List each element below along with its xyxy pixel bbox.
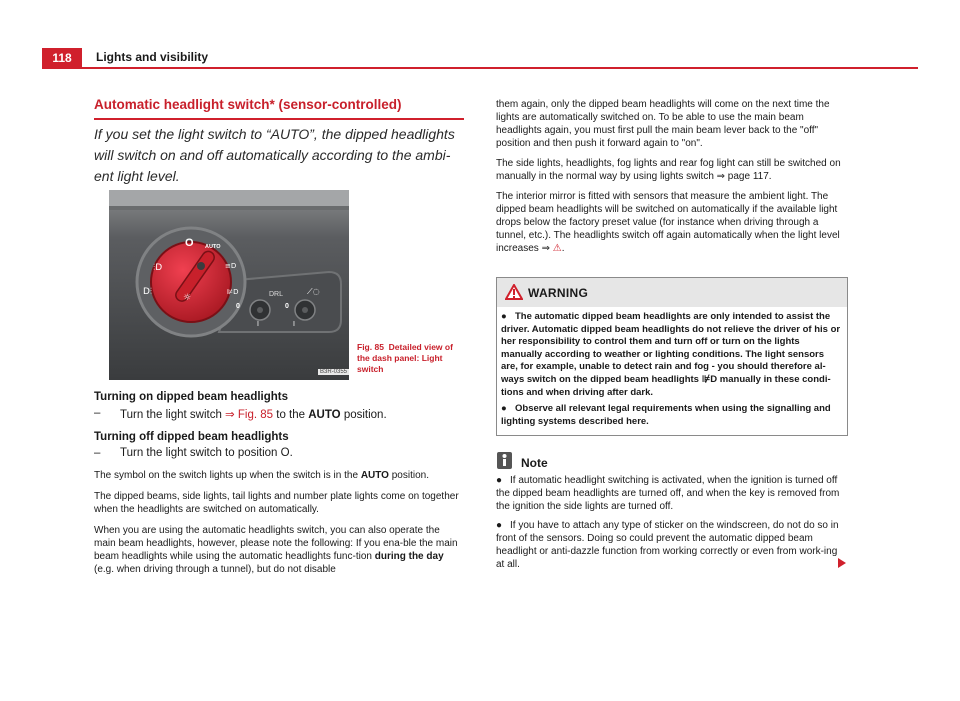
bullet: ●: [501, 311, 507, 322]
turning-on-text-end: position.: [343, 409, 387, 421]
auto-keyword: AUTO: [308, 409, 341, 421]
note-text: If you have to attach any type of sticker on the windscreen, do not do so in front of the sensors. Doing so could prevent the automatic dipped beam headlight or anti-dazzle function from working correctly or even from work-ing at all.: [496, 520, 839, 570]
section-title: Automatic headlight switch* (sensor-controlled): [94, 97, 402, 112]
rear-fog-light-icon: D⫶: [143, 287, 153, 297]
turning-off-step: [94, 447, 464, 459]
warning-header: [497, 278, 847, 307]
turning-on-text-mid: to the: [276, 409, 306, 421]
warning-text: Observe all relevant legal requirements when using the signalling and lighting systems described here.: [501, 403, 831, 427]
main-beam-paragraph: [94, 524, 464, 576]
warning-icon: [505, 284, 523, 300]
auto-keyword: AUTO: [360, 470, 389, 481]
turning-on-step: [94, 407, 464, 421]
interior-mirror-paragraph: [496, 190, 848, 255]
dipped-beam-icon: ⊯D: [227, 288, 239, 296]
left-column: [94, 389, 464, 584]
warning-item: [501, 311, 843, 399]
warning-text-end: manually in these condi-tions and when driving after dark.: [501, 373, 831, 398]
figure-caption: [357, 342, 465, 375]
figure-code: B3R-0355: [320, 369, 348, 375]
warning-body: [501, 311, 843, 432]
dashboard-lighting-icon: ⟋◌: [307, 287, 320, 296]
para-text: The interior mirror is fitted with sensors that measure the ambient light. The dipped beam headlights will be switched on automatically if the available light drops below the factory preset value (for instance when driving through a tunnel, etc.). The headlights switch off again automatically when the light level increases ⇒: [496, 191, 840, 254]
turning-off-text: Turn the light switch to position O.: [120, 447, 293, 459]
turning-off-heading: Turning off dipped beam headlights: [94, 431, 289, 443]
bullet: ●: [496, 520, 503, 531]
warning-box: [496, 277, 848, 436]
note-text: If automatic headlight switching is activated, when the ignition is turned off the dipped beam headlights are turned off, and when the key is removed from the ignition the side lights are turned off.: [496, 475, 840, 512]
light-switch-illustration: [109, 190, 349, 380]
note-icon: [497, 452, 512, 469]
switch-auto-label: AUTO: [205, 244, 221, 250]
continue-arrow-icon: [838, 558, 846, 568]
header-rule: [42, 67, 918, 69]
section-title-rule: [94, 118, 464, 120]
switch-one-a-label: I: [257, 321, 259, 328]
info-icon: [497, 452, 512, 469]
dash-marker: –: [94, 447, 101, 459]
switch-symbol-paragraph: [94, 469, 464, 482]
switch-zero-b-label: 0: [285, 303, 289, 310]
fog-light-icon: ⫶D: [153, 263, 163, 273]
page-number: 118: [42, 48, 82, 68]
warning-item: [501, 403, 843, 428]
dipped-beam-icon: ⊯D: [701, 373, 718, 385]
headlight-icon: ≡D: [225, 262, 237, 270]
chapter-title: Lights and visibility: [96, 50, 209, 64]
figure-reference-link[interactable]: ⇒ Fig. 85: [225, 409, 274, 421]
switch-zero-a-label: 0: [236, 303, 240, 310]
light-switch-figure: [109, 190, 349, 380]
figure-caption-label: Fig. 85: [357, 342, 384, 352]
switch-one-b-label: I: [293, 321, 295, 328]
para-text: The symbol on the switch lights up when the switch is in the: [94, 470, 359, 481]
switch-off-label: O: [185, 237, 194, 249]
note-item: [496, 519, 848, 571]
bullet: ●: [496, 475, 503, 486]
note-title: Note: [521, 456, 548, 470]
switch-drl-label: DRL: [269, 291, 284, 298]
warning-text: The automatic dipped beam headlights are only intended to assist the driver. Automatic dipped beam headlights do not relieve the driver of his or her responsibility to control them and turn off or turn on the lights manually according to weather or lighting conditions. The light sensors are, for example, unable to detect rain and fog - you should therefore al-ways switch on the dipped beam headlights: [501, 311, 841, 385]
day-keyword: during the day: [374, 551, 444, 562]
side-light-icon: ☼: [183, 293, 192, 303]
lights-together-paragraph: The dipped beams, side lights, tail lights and number plate lights come on together when the headlights are switched on automatically.: [94, 491, 459, 515]
right-column: [496, 98, 848, 262]
figure-caption-text: Detailed view of the dash panel: Light switch: [357, 342, 453, 374]
turning-on-heading: Turning on dipped beam headlights: [94, 391, 289, 403]
para-end: .: [561, 243, 565, 254]
manual-switch-paragraph: The side lights, headlights, fog lights and rear fog light can still be switched on manually in the normal way by using lights switch ⇒ page 117.: [496, 158, 841, 182]
section-intro: If you set the light switch to “AUTO”, the dipped headlights will switch on and off automatically according to the ambi-ent light level.: [94, 126, 455, 184]
para-text: position.: [391, 470, 429, 481]
note-item: [496, 474, 848, 513]
warning-triangle-icon: ⚠: [552, 243, 562, 254]
main-beam-continued-paragraph: them again, only the dipped beam headlights will come on the next time the lights are automatically switched on. To be able to use the main beam headlights again, you must first pull the main beam lever back to the "off" position and then push it forward again to "on".: [496, 99, 830, 149]
warning-title: WARNING: [528, 286, 589, 300]
bullet: ●: [501, 403, 507, 415]
para-text: (e.g. when driving through a tunnel), but do not disable: [94, 564, 336, 575]
dash-marker: –: [94, 407, 101, 419]
para-text: When you are using the automatic headlights switch, you can also operate the main beam headlights, however, please note the following: If you ena-ble the main beam headlights while using the automatic headlights func-tion: [94, 525, 458, 562]
note-body: [496, 474, 848, 577]
turning-on-text: Turn the light switch: [120, 409, 222, 421]
